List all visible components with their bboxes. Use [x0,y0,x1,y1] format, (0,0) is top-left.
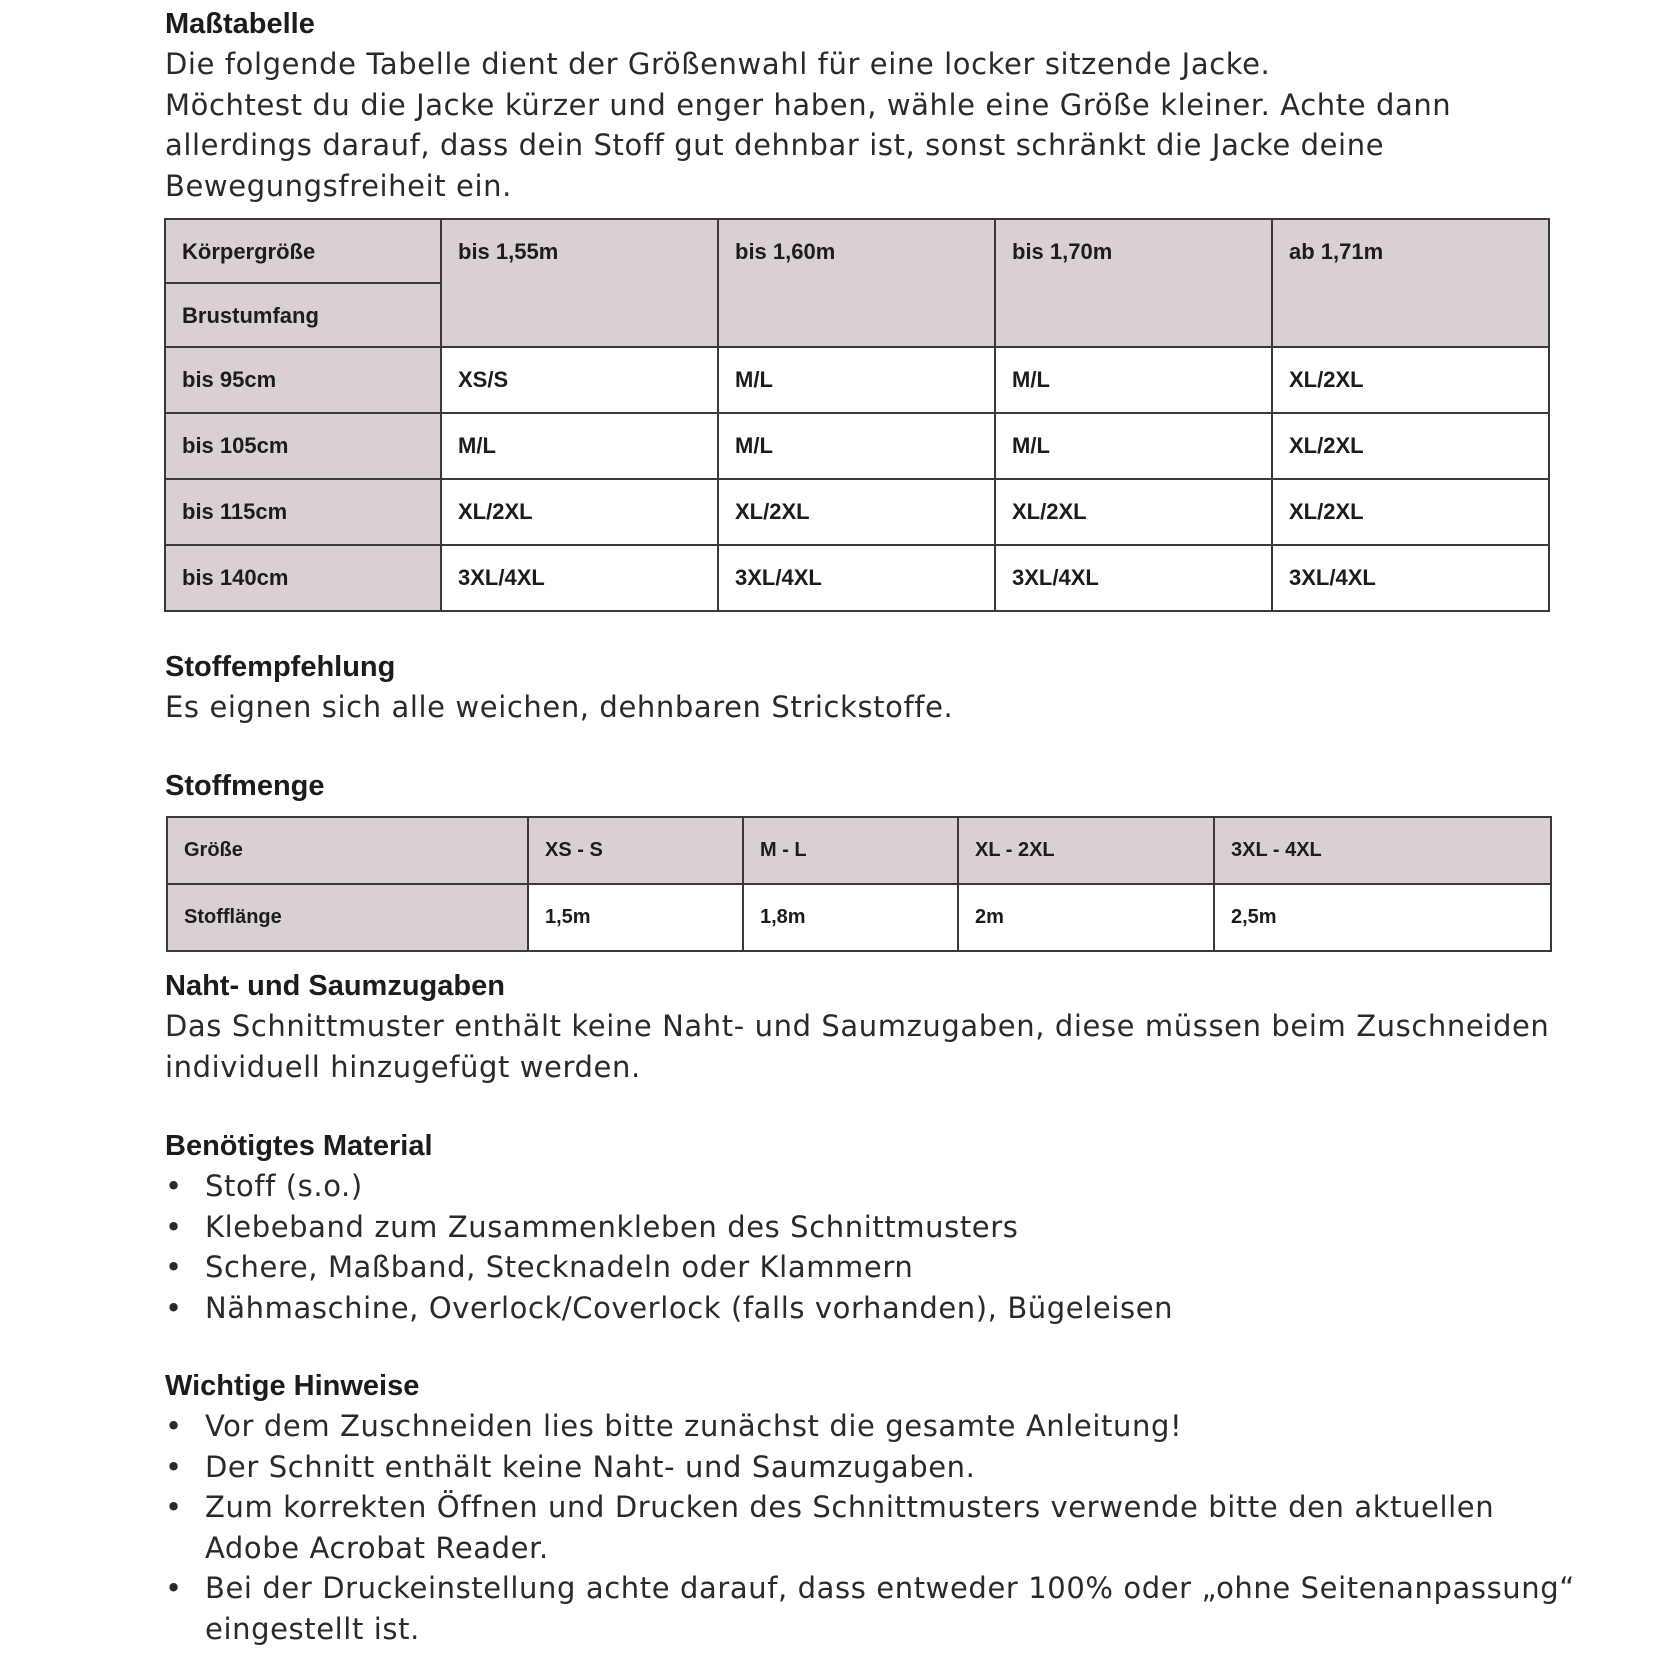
table-cell: M - L [743,817,958,884]
list-item [165,1247,1585,1288]
size-table-header-body-height: Körpergröße [165,219,441,283]
list-item [165,1568,1585,1649]
bullet-icon: • [165,1409,183,1443]
measurement-intro-line-1: Die folgende Tabelle dient der Größenwahl für eine locker sitzende Jacke. [165,47,1271,81]
table-cell: 3XL - 4XL [1214,817,1551,884]
table-row [165,545,1549,611]
fabric-amount-table [166,816,1552,952]
table-cell: M/L [718,413,995,479]
list-item-text: Nähmaschine, Overlock/Coverlock (falls vorhanden), Bügeleisen [205,1290,1174,1325]
list-item-text: Zum korrekten Öffnen und Drucken des Schnittmusters verwende bitte den aktuellen Adobe Acrobat Reader. [205,1490,1495,1565]
size-table-header-chest: Brustumfang [165,283,441,347]
table-cell: 1,5m [528,884,743,951]
notes-heading: Wichtige Hinweise [165,1370,420,1402]
table-row [165,413,1549,479]
seam-allowance-line: Das Schnittmuster enthält keine Naht- und Saumzugaben, diese müssen beim Zuschneiden individuell hinzugefügt werden. [165,1009,1550,1084]
list-item-text: Klebeband zum Zusammenkleben des Schnittmusters [205,1209,1019,1244]
list-item [165,1207,1585,1248]
size-table-row-label: bis 95cm [165,347,441,413]
measurement-intro [165,44,1565,206]
materials-list [165,1166,1585,1328]
fabric-amount-heading: Stoffmenge [165,770,325,802]
bullet-icon: • [165,1290,183,1325]
table-cell: M/L [995,347,1272,413]
table-cell: 3XL/4XL [995,545,1272,611]
table-cell: XS - S [528,817,743,884]
bullet-icon: • [165,1209,183,1244]
list-item [165,1447,1585,1488]
table-cell: 3XL/4XL [718,545,995,611]
list-item-text: Schere, Maßband, Stecknadeln oder Klammern [205,1250,914,1284]
table-cell: XL/2XL [1272,347,1549,413]
bullet-icon: • [165,1571,183,1605]
fabric-size-row [167,817,1551,884]
measurement-heading: Maßtabelle [165,8,315,40]
table-cell: 2m [958,884,1214,951]
list-item-text: Bei der Druckeinstellung achte darauf, dass entweder 100% oder „ohne Seitenanpassung“ eingestellt ist. [205,1571,1575,1646]
table-cell: XL/2XL [441,479,718,545]
measurement-intro-line-2: Möchtest du die Jacke kürzer und enger haben, wähle eine Größe kleiner. Achte dann allerdings darauf, dass dein Stoff gut dehnbar ist, sonst schränkt die Jacke deine Bewegungsfreiheit ein. [165,87,1452,203]
table-cell: 3XL/4XL [1272,545,1549,611]
table-row [165,347,1549,413]
list-item-text: Der Schnitt enthält keine Naht- und Saumzugaben. [205,1449,976,1484]
size-table-row-label: bis 115cm [165,479,441,545]
list-item-text: Stoff (s.o.) [205,1169,363,1203]
size-table [164,218,1550,612]
size-table-column-header: bis 1,70m [995,219,1272,347]
table-cell: M/L [441,413,718,479]
table-cell: XS/S [441,347,718,413]
list-item [165,1166,1585,1207]
fabric-size-label: Größe [167,817,528,884]
bullet-icon: • [165,1449,183,1484]
list-item [165,1406,1585,1447]
bullet-icon: • [165,1490,183,1524]
table-cell: 1,8m [743,884,958,951]
table-cell: XL/2XL [995,479,1272,545]
table-cell: XL/2XL [1272,479,1549,545]
fabric-length-label: Stofflänge [167,884,528,951]
table-cell: 2,5m [1214,884,1551,951]
table-cell: M/L [718,347,995,413]
size-table-row-label: bis 105cm [165,413,441,479]
seam-allowance-text [165,1006,1565,1087]
fabric-length-row [167,884,1551,951]
size-table-column-header: ab 1,71m [1272,219,1549,347]
table-cell: XL/2XL [1272,413,1549,479]
table-cell: XL - 2XL [958,817,1214,884]
fabric-recommendation-text [165,687,1565,728]
size-table-header-row [165,219,1549,283]
size-table-column-header: bis 1,60m [718,219,995,347]
table-cell: M/L [995,413,1272,479]
seam-allowance-heading: Naht- und Saumzugaben [165,970,505,1002]
notes-list [165,1406,1585,1649]
bullet-icon: • [165,1250,183,1284]
list-item-text: Vor dem Zuschneiden lies bitte zunächst die gesamte Anleitung! [205,1409,1183,1443]
table-cell: 3XL/4XL [441,545,718,611]
size-table-row-label: bis 140cm [165,545,441,611]
table-row [165,479,1549,545]
list-item [165,1288,1585,1329]
fabric-recommendation-line: Es eignen sich alle weichen, dehnbaren Strickstoffe. [165,690,954,724]
list-item [165,1487,1585,1568]
fabric-recommendation-heading: Stoffempfehlung [165,651,396,683]
materials-heading: Benötigtes Material [165,1130,433,1162]
size-table-column-header: bis 1,55m [441,219,718,347]
bullet-icon: • [165,1169,183,1203]
table-cell: XL/2XL [718,479,995,545]
